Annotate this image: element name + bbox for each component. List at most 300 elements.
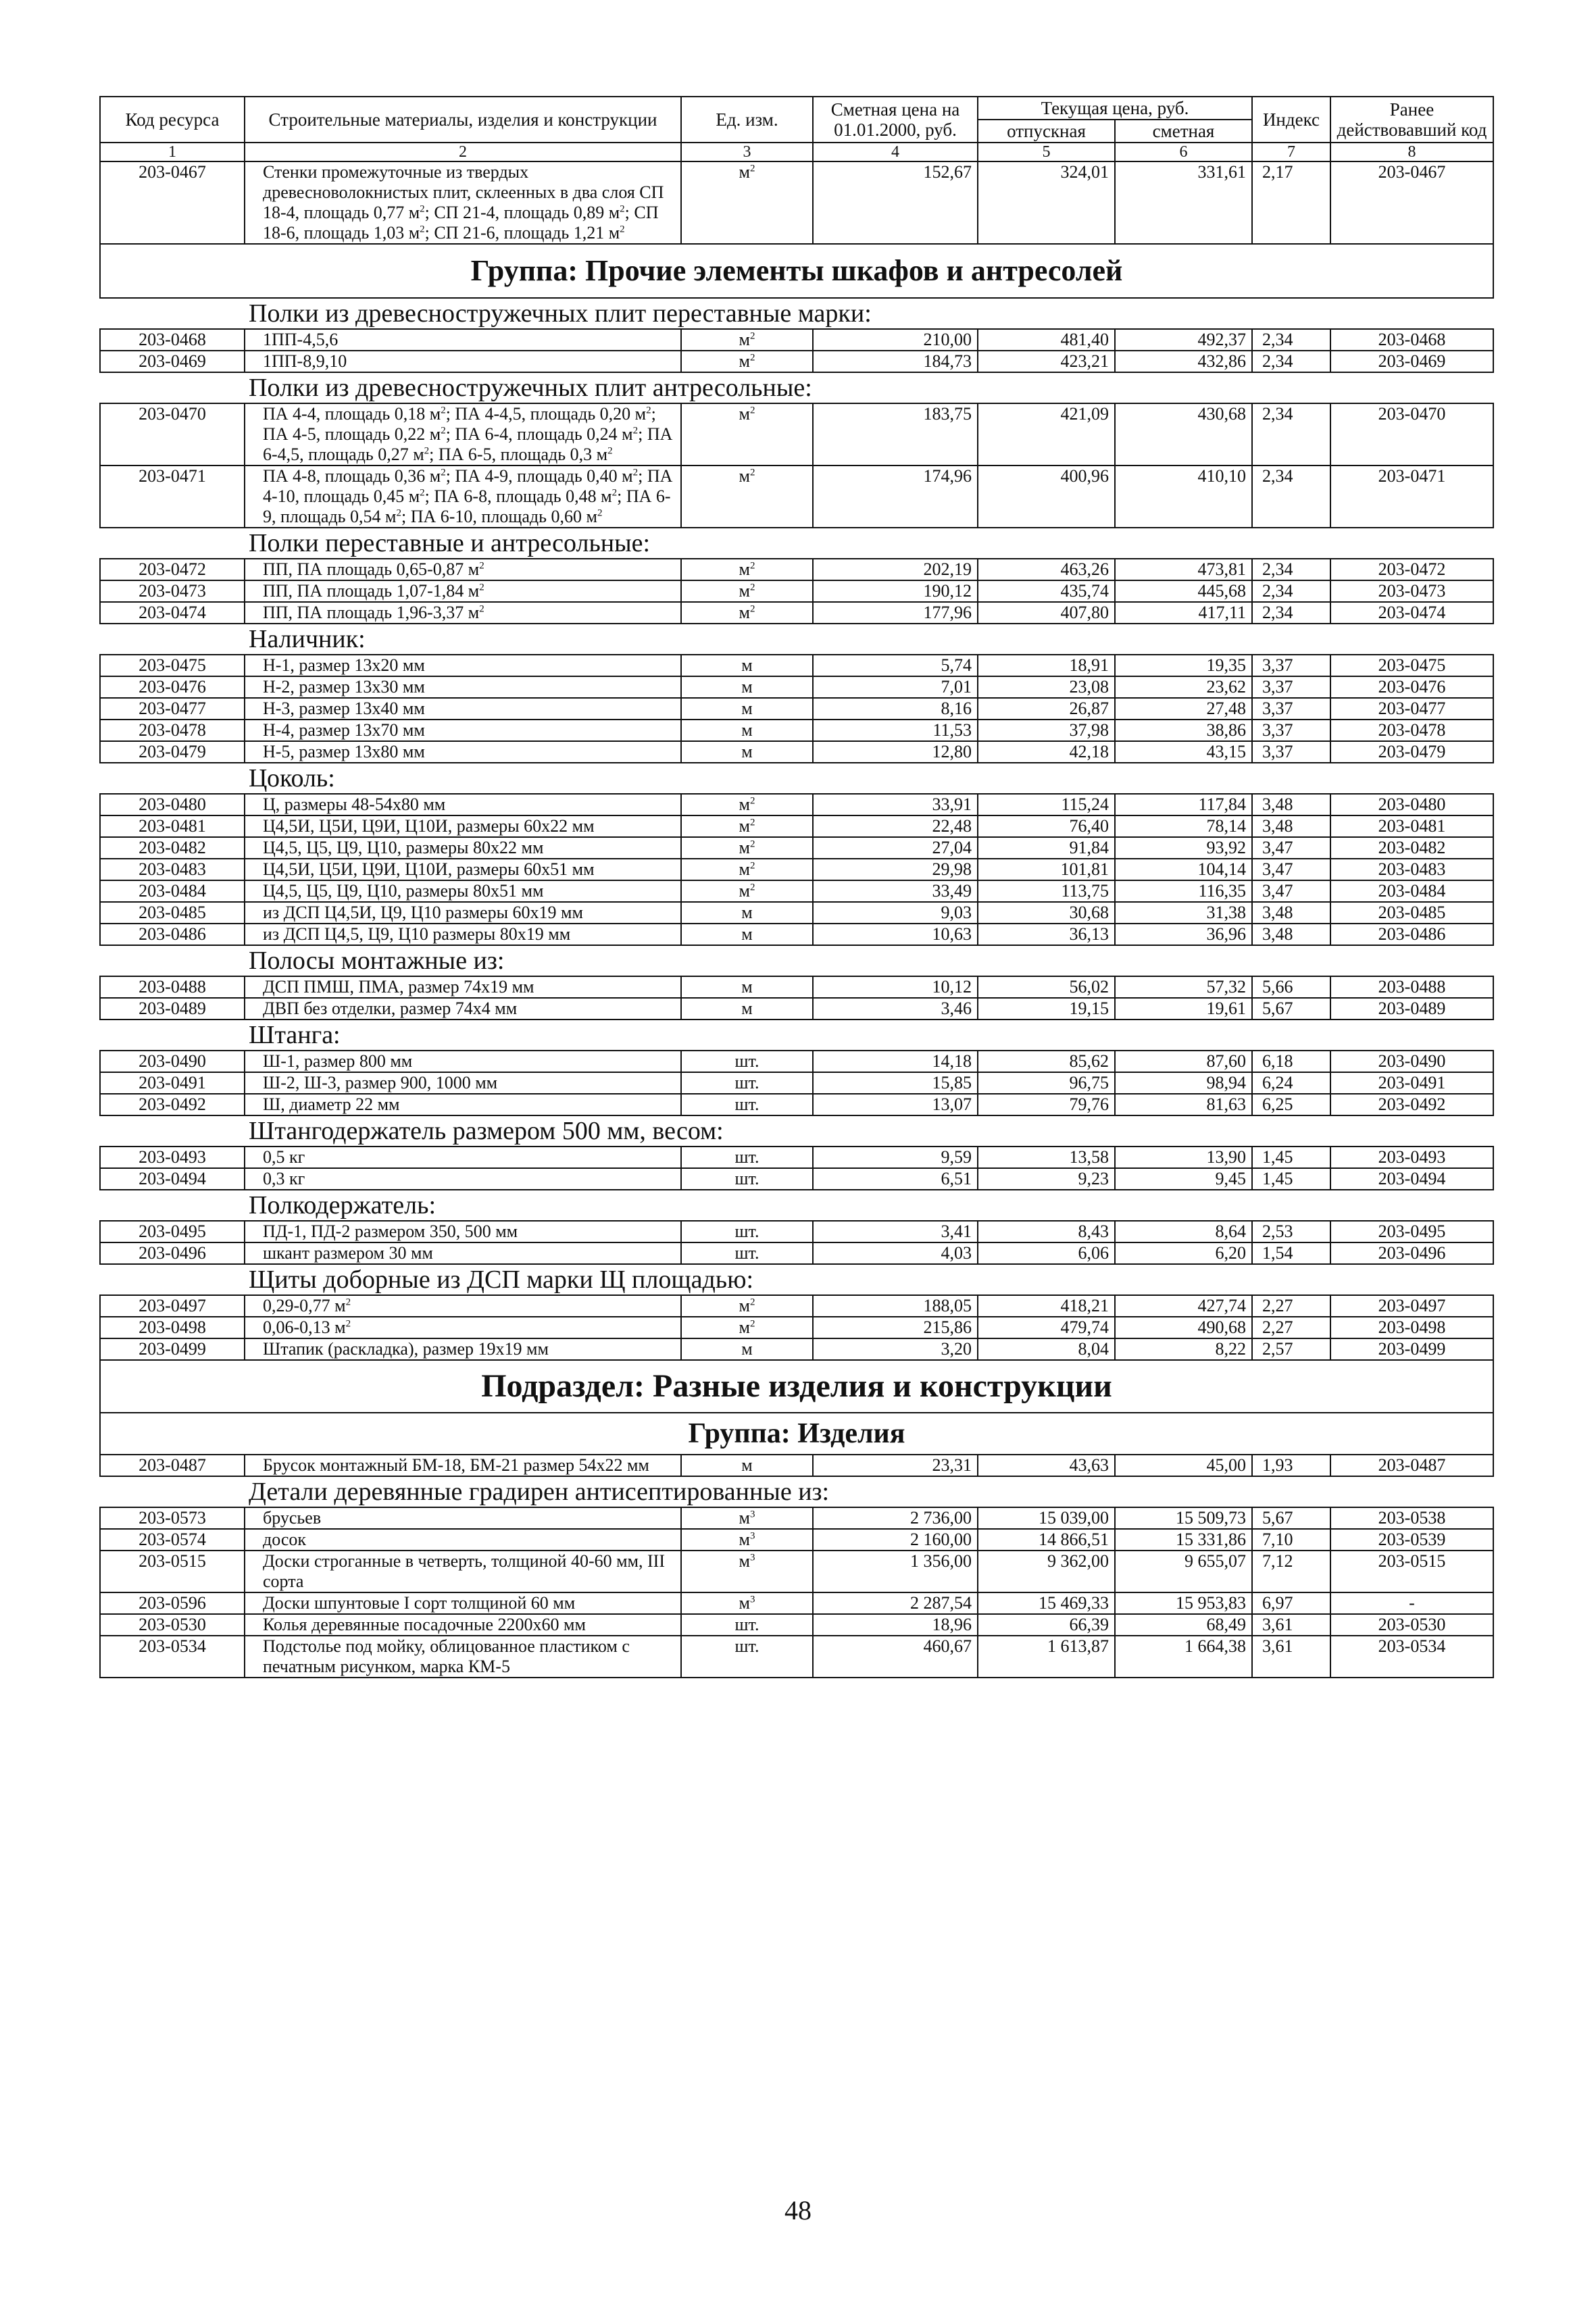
resource-code: 203-0495 — [100, 1221, 245, 1242]
price-index: 2,34 — [1252, 403, 1330, 466]
estimate-price: 33,49 — [813, 880, 978, 902]
release-price: 79,76 — [978, 1094, 1115, 1115]
table-row — [100, 580, 1493, 602]
previous-code: 203-0488 — [1330, 976, 1493, 998]
resource-code: 203-0496 — [100, 1242, 245, 1264]
table-row — [100, 466, 1493, 528]
page-number: 48 — [784, 2195, 812, 2225]
resource-description: Доски строганные в четверть, толщиной 40-60 мм, III сорта — [245, 1551, 681, 1592]
col-release-header: отпускная — [978, 120, 1115, 143]
table-row — [100, 1168, 1493, 1190]
table-row — [100, 1242, 1493, 1264]
release-price: 9 362,00 — [978, 1551, 1115, 1592]
resource-description: Н-3, размер 13х40 мм — [245, 698, 681, 720]
price-index: 2,27 — [1252, 1317, 1330, 1338]
unit-of-measure: шт. — [681, 1147, 813, 1168]
subheading-row — [100, 372, 1493, 403]
unit-of-measure: м — [681, 720, 813, 741]
previous-code: 203-0487 — [1330, 1455, 1493, 1476]
smeta-price: 492,37 — [1115, 329, 1252, 351]
table-row — [100, 1455, 1493, 1476]
resource-code: 203-0515 — [100, 1551, 245, 1592]
table-row — [100, 403, 1493, 466]
subheading-row — [100, 528, 1493, 559]
resource-description: досок — [245, 1529, 681, 1551]
unit-of-measure: шт. — [681, 1242, 813, 1264]
resource-code: 203-0469 — [100, 351, 245, 372]
previous-code: 203-0479 — [1330, 741, 1493, 763]
resource-description: шкант размером 30 мм — [245, 1242, 681, 1264]
release-price: 1 613,87 — [978, 1636, 1115, 1678]
resource-code: 203-0471 — [100, 466, 245, 528]
table-row — [100, 1614, 1493, 1636]
table-row — [100, 1529, 1493, 1551]
table-row — [100, 698, 1493, 720]
release-price: 400,96 — [978, 466, 1115, 528]
resource-code: 203-0534 — [100, 1636, 245, 1678]
resource-code: 203-0499 — [100, 1338, 245, 1360]
estimate-price: 29,98 — [813, 859, 978, 880]
previous-code: 203-0492 — [1330, 1094, 1493, 1115]
release-price: 418,21 — [978, 1295, 1115, 1317]
price-index: 2,34 — [1252, 602, 1330, 624]
table-row — [100, 161, 1493, 244]
smeta-price: 9,45 — [1115, 1168, 1252, 1190]
table-row — [100, 1072, 1493, 1094]
unit-of-measure: м — [681, 924, 813, 945]
release-price: 85,62 — [978, 1051, 1115, 1072]
resource-description: 0,29-0,77 $м^2$ — [245, 1295, 681, 1317]
resource-code: 203-0482 — [100, 837, 245, 859]
resource-description: 0,3 кг — [245, 1168, 681, 1190]
release-price: 9,23 — [978, 1168, 1115, 1190]
previous-code: 203-0480 — [1330, 794, 1493, 815]
col-unit-header: Ед. изм. — [681, 97, 813, 143]
resource-code: 203-0492 — [100, 1094, 245, 1115]
resource-code: 203-0489 — [100, 998, 245, 1020]
previous-code: 203-0478 — [1330, 720, 1493, 741]
table-row — [100, 655, 1493, 676]
price-index: 3,37 — [1252, 698, 1330, 720]
unit-of-measure: $м^2$ — [681, 403, 813, 466]
resource-description: брусьев — [245, 1507, 681, 1529]
unit-of-measure: $м^2$ — [681, 161, 813, 244]
col-number: 8 — [1330, 143, 1493, 161]
subheading-indent — [100, 372, 245, 403]
resource-code: 203-0478 — [100, 720, 245, 741]
unit-of-measure: $м^2$ — [681, 880, 813, 902]
previous-code: 203-0475 — [1330, 655, 1493, 676]
table-row — [100, 1051, 1493, 1072]
subheading-label: Штангодержатель размером 500 мм, весом: — [245, 1115, 1493, 1147]
resource-code: 203-0493 — [100, 1147, 245, 1168]
smeta-price: 8,64 — [1115, 1221, 1252, 1242]
col-code-header: Код ресурса — [100, 97, 245, 143]
unit-of-measure: $м^2$ — [681, 859, 813, 880]
subheading-indent — [100, 528, 245, 559]
smeta-price: 432,86 — [1115, 351, 1252, 372]
table-header — [100, 97, 1493, 161]
price-index: 5,67 — [1252, 998, 1330, 1020]
resource-description: Подстолье под мойку, облицованное пластиком с печатным рисунком, марка КМ-5 — [245, 1636, 681, 1678]
unit-of-measure: $м^2$ — [681, 580, 813, 602]
estimate-price: 14,18 — [813, 1051, 978, 1072]
resource-code: 203-0467 — [100, 161, 245, 244]
price-index: 3,47 — [1252, 880, 1330, 902]
smeta-price: 27,48 — [1115, 698, 1252, 720]
resource-code: 203-0494 — [100, 1168, 245, 1190]
previous-code: 203-0477 — [1330, 698, 1493, 720]
unit-of-measure: шт. — [681, 1614, 813, 1636]
estimate-price: 12,80 — [813, 741, 978, 763]
release-price: 37,98 — [978, 720, 1115, 741]
smeta-price: 81,63 — [1115, 1094, 1252, 1115]
table-row — [100, 924, 1493, 945]
section-heading: Подраздел: Разные изделия и конструкции — [100, 1360, 1493, 1413]
table-row — [100, 976, 1493, 998]
smeta-price: 6,20 — [1115, 1242, 1252, 1264]
resource-description: Ц4,5И, Ц5И, Ц9И, Ц10И, размеры 60х51 мм — [245, 859, 681, 880]
smeta-price: 9 655,07 — [1115, 1551, 1252, 1592]
price-index: 2,53 — [1252, 1221, 1330, 1242]
estimate-price: 460,67 — [813, 1636, 978, 1678]
resource-code: 203-0484 — [100, 880, 245, 902]
previous-code: - — [1330, 1592, 1493, 1614]
price-index: 1,93 — [1252, 1455, 1330, 1476]
subheading-row — [100, 1020, 1493, 1051]
resource-code: 203-0475 — [100, 655, 245, 676]
estimate-price: 177,96 — [813, 602, 978, 624]
estimate-price: 1 356,00 — [813, 1551, 978, 1592]
release-price: 30,68 — [978, 902, 1115, 924]
resource-code: 203-0497 — [100, 1295, 245, 1317]
unit-of-measure: м — [681, 676, 813, 698]
release-price: 66,39 — [978, 1614, 1115, 1636]
price-index: 1,45 — [1252, 1168, 1330, 1190]
estimate-price: 6,51 — [813, 1168, 978, 1190]
resource-code: 203-0480 — [100, 794, 245, 815]
subheading-indent — [100, 1190, 245, 1221]
previous-code: 203-0493 — [1330, 1147, 1493, 1168]
table-row — [100, 741, 1493, 763]
resource-code: 203-0470 — [100, 403, 245, 466]
estimate-price: 3,46 — [813, 998, 978, 1020]
col-estimate-header: Сметная цена на 01.01.2000, руб. — [813, 97, 978, 143]
resource-code: 203-0479 — [100, 741, 245, 763]
subheading-row — [100, 945, 1493, 976]
resource-code: 203-0498 — [100, 1317, 245, 1338]
estimate-price: 184,73 — [813, 351, 978, 372]
resource-description: Н-2, размер 13х30 мм — [245, 676, 681, 698]
col-name-header: Строительные материалы, изделия и конструкции — [245, 97, 681, 143]
resource-code: 203-0490 — [100, 1051, 245, 1072]
estimate-price: 27,04 — [813, 837, 978, 859]
release-price: 15 469,33 — [978, 1592, 1115, 1614]
smeta-price: 19,61 — [1115, 998, 1252, 1020]
previous-code: 203-0498 — [1330, 1317, 1493, 1338]
price-index: 2,34 — [1252, 351, 1330, 372]
resource-code: 203-0574 — [100, 1529, 245, 1551]
table-row — [100, 351, 1493, 372]
subheading-indent — [100, 945, 245, 976]
previous-code: 203-0470 — [1330, 403, 1493, 466]
subheading-row — [100, 1264, 1493, 1295]
subheading-indent — [100, 1264, 245, 1295]
smeta-price: 430,68 — [1115, 403, 1252, 466]
resource-description: Н-1, размер 13х20 мм — [245, 655, 681, 676]
price-index: 3,48 — [1252, 794, 1330, 815]
resource-code: 203-0491 — [100, 1072, 245, 1094]
release-price: 463,26 — [978, 559, 1115, 580]
release-price: 43,63 — [978, 1455, 1115, 1476]
resource-description: 1ПП-4,5,6 — [245, 329, 681, 351]
unit-of-measure: $м^2$ — [681, 815, 813, 837]
unit-of-measure: м — [681, 698, 813, 720]
previous-code: 203-0490 — [1330, 1051, 1493, 1072]
subheading-row — [100, 1115, 1493, 1147]
price-index: 2,57 — [1252, 1338, 1330, 1360]
price-index: 3,48 — [1252, 815, 1330, 837]
resource-description: Ш-1, размер 800 мм — [245, 1051, 681, 1072]
table-row — [100, 602, 1493, 624]
resource-description: Колья деревянные посадочные 2200х60 мм — [245, 1614, 681, 1636]
smeta-price: 8,22 — [1115, 1338, 1252, 1360]
resource-description: Ш, диаметр 22 мм — [245, 1094, 681, 1115]
section-heading-row — [100, 1360, 1493, 1413]
subheading-label: Полки переставные и антресольные: — [245, 528, 1493, 559]
estimate-price: 10,12 — [813, 976, 978, 998]
price-index: 3,37 — [1252, 720, 1330, 741]
smeta-price: 15 509,73 — [1115, 1507, 1252, 1529]
estimate-price: 183,75 — [813, 403, 978, 466]
estimate-price: 8,16 — [813, 698, 978, 720]
estimate-price: 9,03 — [813, 902, 978, 924]
resource-code: 203-0468 — [100, 329, 245, 351]
smeta-price: 68,49 — [1115, 1614, 1252, 1636]
previous-code: 203-0471 — [1330, 466, 1493, 528]
estimate-price: 174,96 — [813, 466, 978, 528]
estimate-price: 15,85 — [813, 1072, 978, 1094]
previous-code: 203-0468 — [1330, 329, 1493, 351]
smeta-price: 23,62 — [1115, 676, 1252, 698]
col-index-header: Индекс — [1252, 97, 1330, 143]
resource-description: Ц4,5, Ц5, Ц9, Ц10, размеры 80х22 мм — [245, 837, 681, 859]
estimate-price: 10,63 — [813, 924, 978, 945]
estimate-price: 9,59 — [813, 1147, 978, 1168]
smeta-price: 104,14 — [1115, 859, 1252, 880]
smeta-price: 473,81 — [1115, 559, 1252, 580]
previous-code: 203-0538 — [1330, 1507, 1493, 1529]
release-price: 324,01 — [978, 161, 1115, 244]
resource-description: из ДСП Ц4,5, Ц9, Ц10 размеры 80х19 мм — [245, 924, 681, 945]
resource-description: ПП, ПА площадь 1,07-1,84 $м^2$ — [245, 580, 681, 602]
previous-code: 203-0496 — [1330, 1242, 1493, 1264]
release-price: 423,21 — [978, 351, 1115, 372]
smeta-price: 93,92 — [1115, 837, 1252, 859]
resource-description: ДСП ПМШ, ПМА, размер 74х19 мм — [245, 976, 681, 998]
unit-of-measure: м — [681, 741, 813, 763]
unit-of-measure: $м^3$ — [681, 1592, 813, 1614]
release-price: 479,74 — [978, 1317, 1115, 1338]
smeta-price: 38,86 — [1115, 720, 1252, 741]
previous-code: 203-0472 — [1330, 559, 1493, 580]
price-index: 3,48 — [1252, 902, 1330, 924]
resource-description: ПП, ПА площадь 1,96-3,37 $м^2$ — [245, 602, 681, 624]
resource-description: Ц, размеры 48-54х80 мм — [245, 794, 681, 815]
smeta-price: 45,00 — [1115, 1455, 1252, 1476]
subheading-row — [100, 763, 1493, 794]
col-prev-header: Ранее действовавший код — [1330, 97, 1493, 143]
group-heading-row — [100, 1413, 1493, 1455]
previous-code: 203-0476 — [1330, 676, 1493, 698]
table-row — [100, 1221, 1493, 1242]
previous-code: 203-0491 — [1330, 1072, 1493, 1094]
subheading-label: Полкодержатель: — [245, 1190, 1493, 1221]
unit-of-measure: $м^2$ — [681, 602, 813, 624]
previous-code: 203-0497 — [1330, 1295, 1493, 1317]
estimate-price: 3,20 — [813, 1338, 978, 1360]
release-price: 36,13 — [978, 924, 1115, 945]
unit-of-measure: шт. — [681, 1221, 813, 1242]
estimate-price: 190,12 — [813, 580, 978, 602]
price-index: 3,37 — [1252, 676, 1330, 698]
unit-of-measure: $м^2$ — [681, 466, 813, 528]
smeta-price: 98,94 — [1115, 1072, 1252, 1094]
price-index: 6,97 — [1252, 1592, 1330, 1614]
price-index: 6,25 — [1252, 1094, 1330, 1115]
estimate-price: 3,41 — [813, 1221, 978, 1242]
resource-description: Штапик (раскладка), размер 19х19 мм — [245, 1338, 681, 1360]
unit-of-measure: $м^2$ — [681, 351, 813, 372]
smeta-price: 87,60 — [1115, 1051, 1252, 1072]
resource-description: из ДСП Ц4,5И, Ц9, Ц10 размеры 60х19 мм — [245, 902, 681, 924]
subheading-label: Полки из древесностружечных плит переставные марки: — [245, 298, 1493, 329]
estimate-price: 11,53 — [813, 720, 978, 741]
price-index: 3,47 — [1252, 837, 1330, 859]
price-index: 3,37 — [1252, 741, 1330, 763]
table-row — [100, 329, 1493, 351]
subheading-indent — [100, 1115, 245, 1147]
resource-description: Ц4,5, Ц5, Ц9, Ц10, размеры 80х51 мм — [245, 880, 681, 902]
previous-code: 203-0499 — [1330, 1338, 1493, 1360]
release-price: 8,43 — [978, 1221, 1115, 1242]
smeta-price: 13,90 — [1115, 1147, 1252, 1168]
price-index: 5,67 — [1252, 1507, 1330, 1529]
table-row — [100, 902, 1493, 924]
price-index: 6,18 — [1252, 1051, 1330, 1072]
estimate-price: 152,67 — [813, 161, 978, 244]
price-index: 1,54 — [1252, 1242, 1330, 1264]
release-price: 14 866,51 — [978, 1529, 1115, 1551]
table-row — [100, 1147, 1493, 1168]
price-index: 6,24 — [1252, 1072, 1330, 1094]
release-price: 15 039,00 — [978, 1507, 1115, 1529]
resource-code: 203-0472 — [100, 559, 245, 580]
col-number: 1 — [100, 143, 245, 161]
unit-of-measure: $м^3$ — [681, 1507, 813, 1529]
resource-description: Н-4, размер 13х70 мм — [245, 720, 681, 741]
resource-description: Стенки промежуточные из твердых древесноволокнистых плит, склеенных в два слоя СП 18-4, площадь 0,77 $м^2$; СП 21-4, площадь 0,89 $м^2$; СП 18-6, площадь 1,03 $м^2$; СП 21-6, площадь 1,21 $м^2$ — [245, 161, 681, 244]
resource-code: 203-0477 — [100, 698, 245, 720]
estimate-price: 23,31 — [813, 1455, 978, 1476]
price-index: 3,61 — [1252, 1636, 1330, 1678]
subheading-indent — [100, 298, 245, 329]
previous-code: 203-0494 — [1330, 1168, 1493, 1190]
previous-code: 203-0486 — [1330, 924, 1493, 945]
table-row — [100, 720, 1493, 741]
release-price: 91,84 — [978, 837, 1115, 859]
price-index: 3,37 — [1252, 655, 1330, 676]
table-row — [100, 1338, 1493, 1360]
resource-description: 0,06-0,13 $м^2$ — [245, 1317, 681, 1338]
resource-description: ПА 4-4, площадь 0,18 $м^2$; ПА 4-4,5, площадь 0,20 $м^2$; ПА 4-5, площадь 0,22 $м^2$; ПА 6-4, площадь 0,24 $м^2$; ПА 6-4,5, площадь 0,27 $м^2$; ПА 6-5, площадь 0,3 $м^2$ — [245, 403, 681, 466]
resource-description: Ш-2, Ш-3, размер 900, 1000 мм — [245, 1072, 681, 1094]
smeta-price: 43,15 — [1115, 741, 1252, 763]
col-current-header: Текущая цена, руб. — [978, 97, 1252, 120]
group-heading: Группа: Изделия — [100, 1413, 1493, 1455]
unit-of-measure: м — [681, 976, 813, 998]
price-index: 2,34 — [1252, 580, 1330, 602]
unit-of-measure: $м^2$ — [681, 794, 813, 815]
estimate-price: 7,01 — [813, 676, 978, 698]
subheading-row — [100, 1190, 1493, 1221]
estimate-price: 2 287,54 — [813, 1592, 978, 1614]
unit-of-measure: м — [681, 1338, 813, 1360]
price-index: 7,10 — [1252, 1529, 1330, 1551]
subheading-row — [100, 1476, 1493, 1507]
resource-code: 203-0485 — [100, 902, 245, 924]
smeta-price: 15 331,86 — [1115, 1529, 1252, 1551]
price-index: 3,61 — [1252, 1614, 1330, 1636]
release-price: 115,24 — [978, 794, 1115, 815]
subheading-label: Цоколь: — [245, 763, 1493, 794]
release-price: 96,75 — [978, 1072, 1115, 1094]
table-row — [100, 1094, 1493, 1115]
release-price: 76,40 — [978, 815, 1115, 837]
price-table — [99, 96, 1494, 1678]
smeta-price: 78,14 — [1115, 815, 1252, 837]
col-number: 2 — [245, 143, 681, 161]
resource-description: 0,5 кг — [245, 1147, 681, 1168]
unit-of-measure: $м^2$ — [681, 1317, 813, 1338]
resource-code: 203-0573 — [100, 1507, 245, 1529]
release-price: 56,02 — [978, 976, 1115, 998]
subheading-row — [100, 298, 1493, 329]
table-row — [100, 1317, 1493, 1338]
subheading-row — [100, 624, 1493, 655]
group-heading: Группа: Прочие элементы шкафов и антресолей — [100, 244, 1493, 298]
table-row — [100, 1507, 1493, 1529]
col-number: 6 — [1115, 143, 1252, 161]
estimate-price: 202,19 — [813, 559, 978, 580]
unit-of-measure: шт. — [681, 1051, 813, 1072]
previous-code: 203-0482 — [1330, 837, 1493, 859]
table-row — [100, 1295, 1493, 1317]
estimate-price: 13,07 — [813, 1094, 978, 1115]
resource-description: 1ПП-8,9,10 — [245, 351, 681, 372]
unit-of-measure: шт. — [681, 1636, 813, 1678]
previous-code: 203-0530 — [1330, 1614, 1493, 1636]
table-row — [100, 1592, 1493, 1614]
previous-code: 203-0467 — [1330, 161, 1493, 244]
resource-code: 203-0476 — [100, 676, 245, 698]
release-price: 19,15 — [978, 998, 1115, 1020]
subheading-label: Щиты доборные из ДСП марки Щ площадью: — [245, 1264, 1493, 1295]
previous-code: 203-0481 — [1330, 815, 1493, 837]
col-number: 7 — [1252, 143, 1330, 161]
release-price: 42,18 — [978, 741, 1115, 763]
estimate-price: 5,74 — [813, 655, 978, 676]
